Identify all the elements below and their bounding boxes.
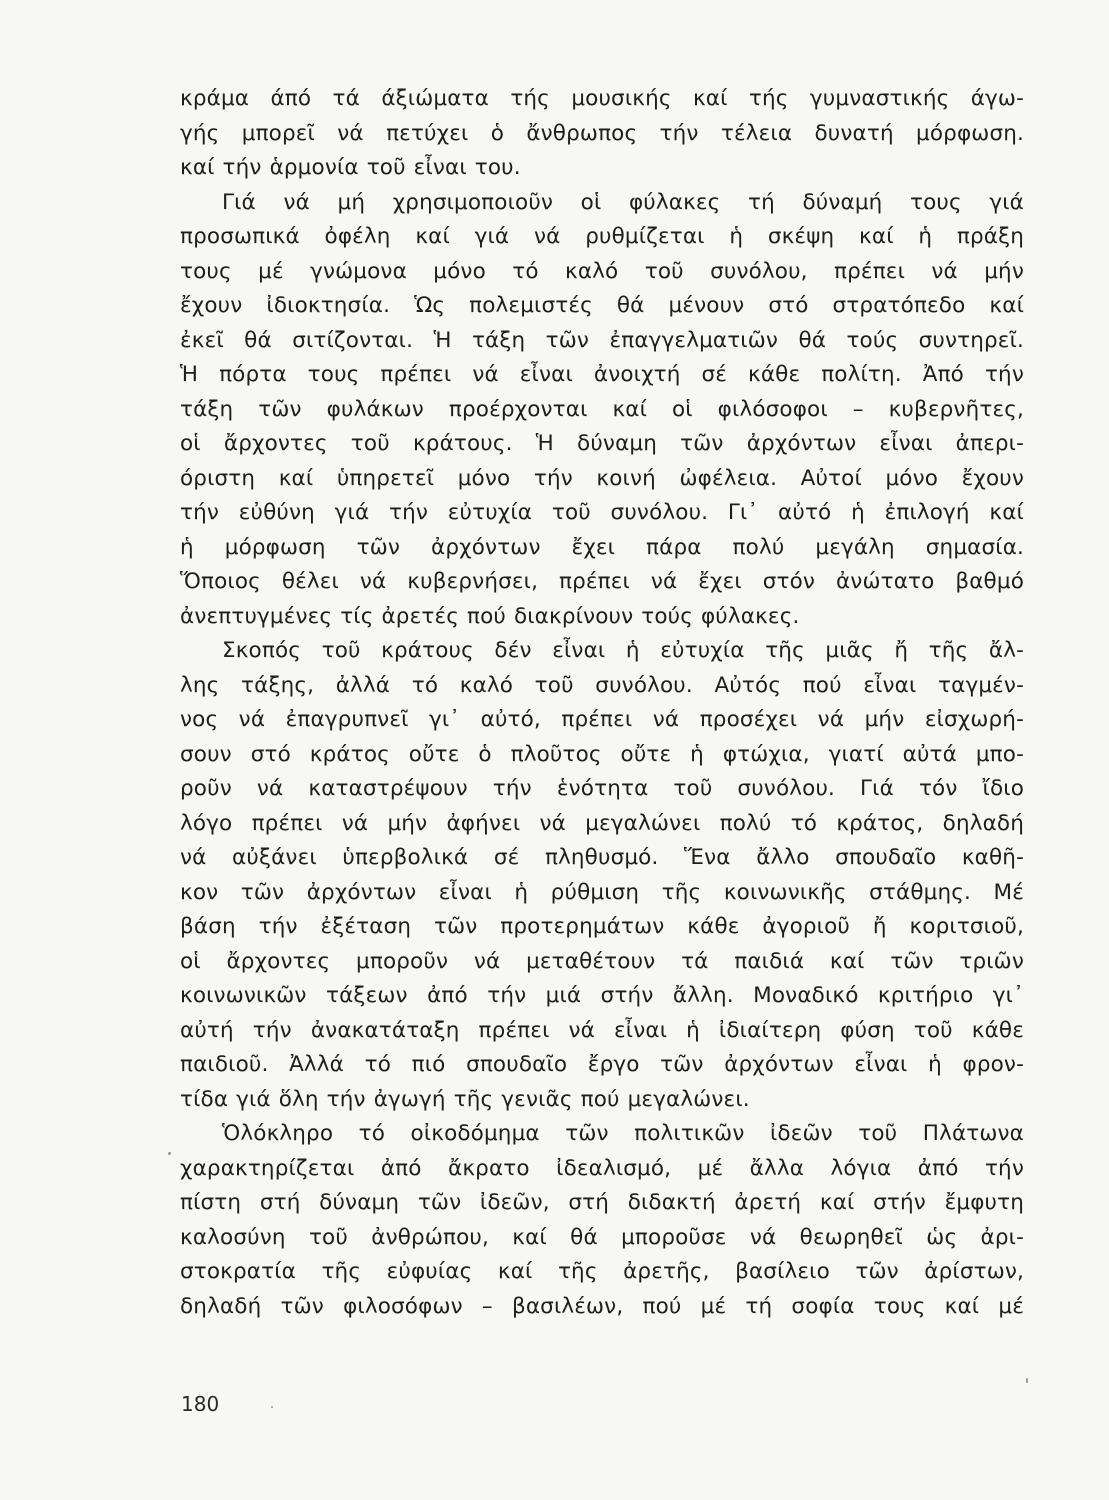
- text-line: πίστη στή δύναμη τῶν ἰδεῶν, στή διδακτή ἀρετή καί στήν ἔμφυτη: [180, 1190, 1024, 1215]
- text-line: νά αὐξάνει ὑπερβολικά σέ πληθυσμό. Ἕνα ἄλλο σπουδαῖο καθῆ-: [180, 845, 1024, 870]
- scan-speck: [271, 1406, 273, 1408]
- text-line: δηλαδή τῶν φιλοσόφων – βασιλέων, πού μέ τή σοφία τους καί μέ: [180, 1293, 1024, 1319]
- text-line: ἐκεῖ θά σιτίζονται. Ἡ τάξη τῶν ἐπαγγελματιῶν θά τούς συντηρεῖ.: [180, 327, 1024, 353]
- page-number: 180: [181, 1392, 220, 1416]
- text-line: κον τῶν ἀρχόντων εἶναι ἡ ρύθμιση τῆς κοινωνικῆς στάθμης. Μέ: [180, 879, 1024, 905]
- text-line: λης τάξης, ἀλλά τό καλό τοῦ συνόλου. Αὐτός πού εἶναι ταγμέν-: [180, 672, 1024, 698]
- text-line: γής μπορεῖ νά πετύχει ὁ ἄνθρωπος τήν τέλεια δυνατή μόρφωση.: [180, 120, 1024, 146]
- text-line: νος νά ἐπαγρυπνεῖ γι᾽ αὐτό, πρέπει νά προσέχει νά μήν εἰσχωρή-: [180, 707, 1024, 732]
- text-line: ἀνεπτυγμένες τίς ἀρετές πού διακρίνουν τούς φύλακες.: [180, 603, 800, 629]
- text-line: ροῦν νά καταστρέψουν τήν ἑνότητα τοῦ συνόλου. Γιά τόν ἴδιο: [180, 776, 1024, 801]
- text-line: οἱ ἄρχοντες μποροῦν νά μεταθέτουν τά παιδιά καί τῶν τριῶν: [180, 948, 1024, 974]
- text-line: παιδιοῦ. Ἀλλά τό πιό σπουδαῖο ἔργο τῶν ἀρχόντων εἶναι ἡ φρον-: [180, 1052, 1024, 1077]
- text-line: τους μέ γνώμονα μόνο τό καλό τοῦ συνόλου, πρέπει νά μήν: [180, 258, 1024, 284]
- text-line: καλοσύνη τοῦ ἀνθρώπου, καί θά μποροῦσε νά θεωρηθεῖ ὡς ἀρι-: [180, 1224, 1024, 1250]
- text-line: τίδα γιά ὅλη τήν ἀγωγή τῆς γενιᾶς πού μεγαλώνει.: [180, 1086, 750, 1112]
- paragraph-start-line: Γιά νά μή χρησιμοποιοῦν οἱ φύλακες τή δύναμή τους γιά: [222, 189, 1024, 215]
- text-line: τήν εὐθύνη γιά τήν εὐτυχία τοῦ συνόλου. Γι᾽ αὐτό ἡ ἐπιλογή καί: [180, 500, 1024, 525]
- text-line: οἱ ἄρχοντες τοῦ κράτους. Ἡ δύναμη τῶν ἀρχόντων εἶναι ἀπερι-: [180, 431, 1024, 456]
- text-line: κράμα άπό τά άξιώματα τής μουσικής καί τής γυμναστικής άγω-: [180, 86, 1024, 111]
- text-line: λόγο πρέπει νά μήν ἀφήνει νά μεγαλώνει πολύ τό κράτος, δηλαδή: [180, 810, 1024, 836]
- text-line: ἔχουν ἰδιοκτησία. Ὡς πολεμιστές θά μένουν στό στρατόπεδο καί: [180, 293, 1024, 318]
- text-line: Ἡ πόρτα τους πρέπει νά εἶναι ἀνοιχτή σέ κάθε πολίτη. Ἀπό τήν: [180, 362, 1024, 387]
- text-line: όριστη καί ὑπηρετεῖ μόνο τήν κοινή ὠφέλεια. Αὐτοί μόνο ἔχουν: [180, 465, 1024, 491]
- text-line: Ὅποιος θέλει νά κυβερνήσει, πρέπει νά ἔχει στόν ἀνώτατο βαθμό: [180, 569, 1024, 594]
- scan-speck: [168, 1152, 171, 1155]
- text-line: τάξη τῶν φυλάκων προέρχονται καί οἱ φιλόσοφοι – κυβερνῆτες,: [180, 396, 1024, 422]
- paragraph-start-line: Σκοπός τοῦ κράτους δέν εἶναι ἡ εὐτυχία τῆς μιᾶς ἤ τῆς ἄλ-: [222, 638, 1024, 663]
- text-line: βάση τήν ἐξέταση τῶν προτερημάτων κάθε ἀγοριοῦ ἤ κοριτσιοῦ,: [180, 914, 1024, 939]
- text-line: στοκρατία τῆς εὐφυίας καί τῆς ἀρετῆς, βασίλειο τῶν ἀρίστων,: [180, 1259, 1024, 1284]
- text-line: αὐτή τήν ἀνακατάταξη πρέπει νά εἶναι ἡ ἰδιαίτερη φύση τοῦ κάθε: [180, 1017, 1024, 1043]
- text-line: χαρακτηρίζεται ἀπό ἄκρατο ἰδεαλισμό, μέ ἄλλα λόγια ἀπό τήν: [180, 1155, 1024, 1181]
- body-text: [180, 82, 1024, 1324]
- text-line: ἡ μόρφωση τῶν ἀρχόντων ἔχει πάρα πολύ μεγάλη σημασία.: [180, 534, 1024, 560]
- text-line: προσωπικά ὀφέλη καί γιά νά ρυθμίζεται ἡ σκέψη καί ἡ πράξη: [180, 224, 1024, 249]
- scan-speck: [1026, 1378, 1028, 1383]
- paragraph-start-line: Ὁλόκληρο τό οἰκοδόμημα τῶν πολιτικῶν ἰδεῶν τοῦ Πλάτωνα: [222, 1121, 1024, 1146]
- text-line: κοινωνικῶν τάξεων ἀπό τήν μιά στήν ἄλλη. Μοναδικό κριτήριο γι᾽: [180, 983, 1024, 1008]
- text-line: καί τήν ἁρμονία τοῦ εἶναι του.: [180, 155, 521, 180]
- text-line: σουν στό κράτος οὔτε ὁ πλοῦτος οὔτε ἡ φτώχια, γιατί αὐτά μπο-: [180, 741, 1024, 767]
